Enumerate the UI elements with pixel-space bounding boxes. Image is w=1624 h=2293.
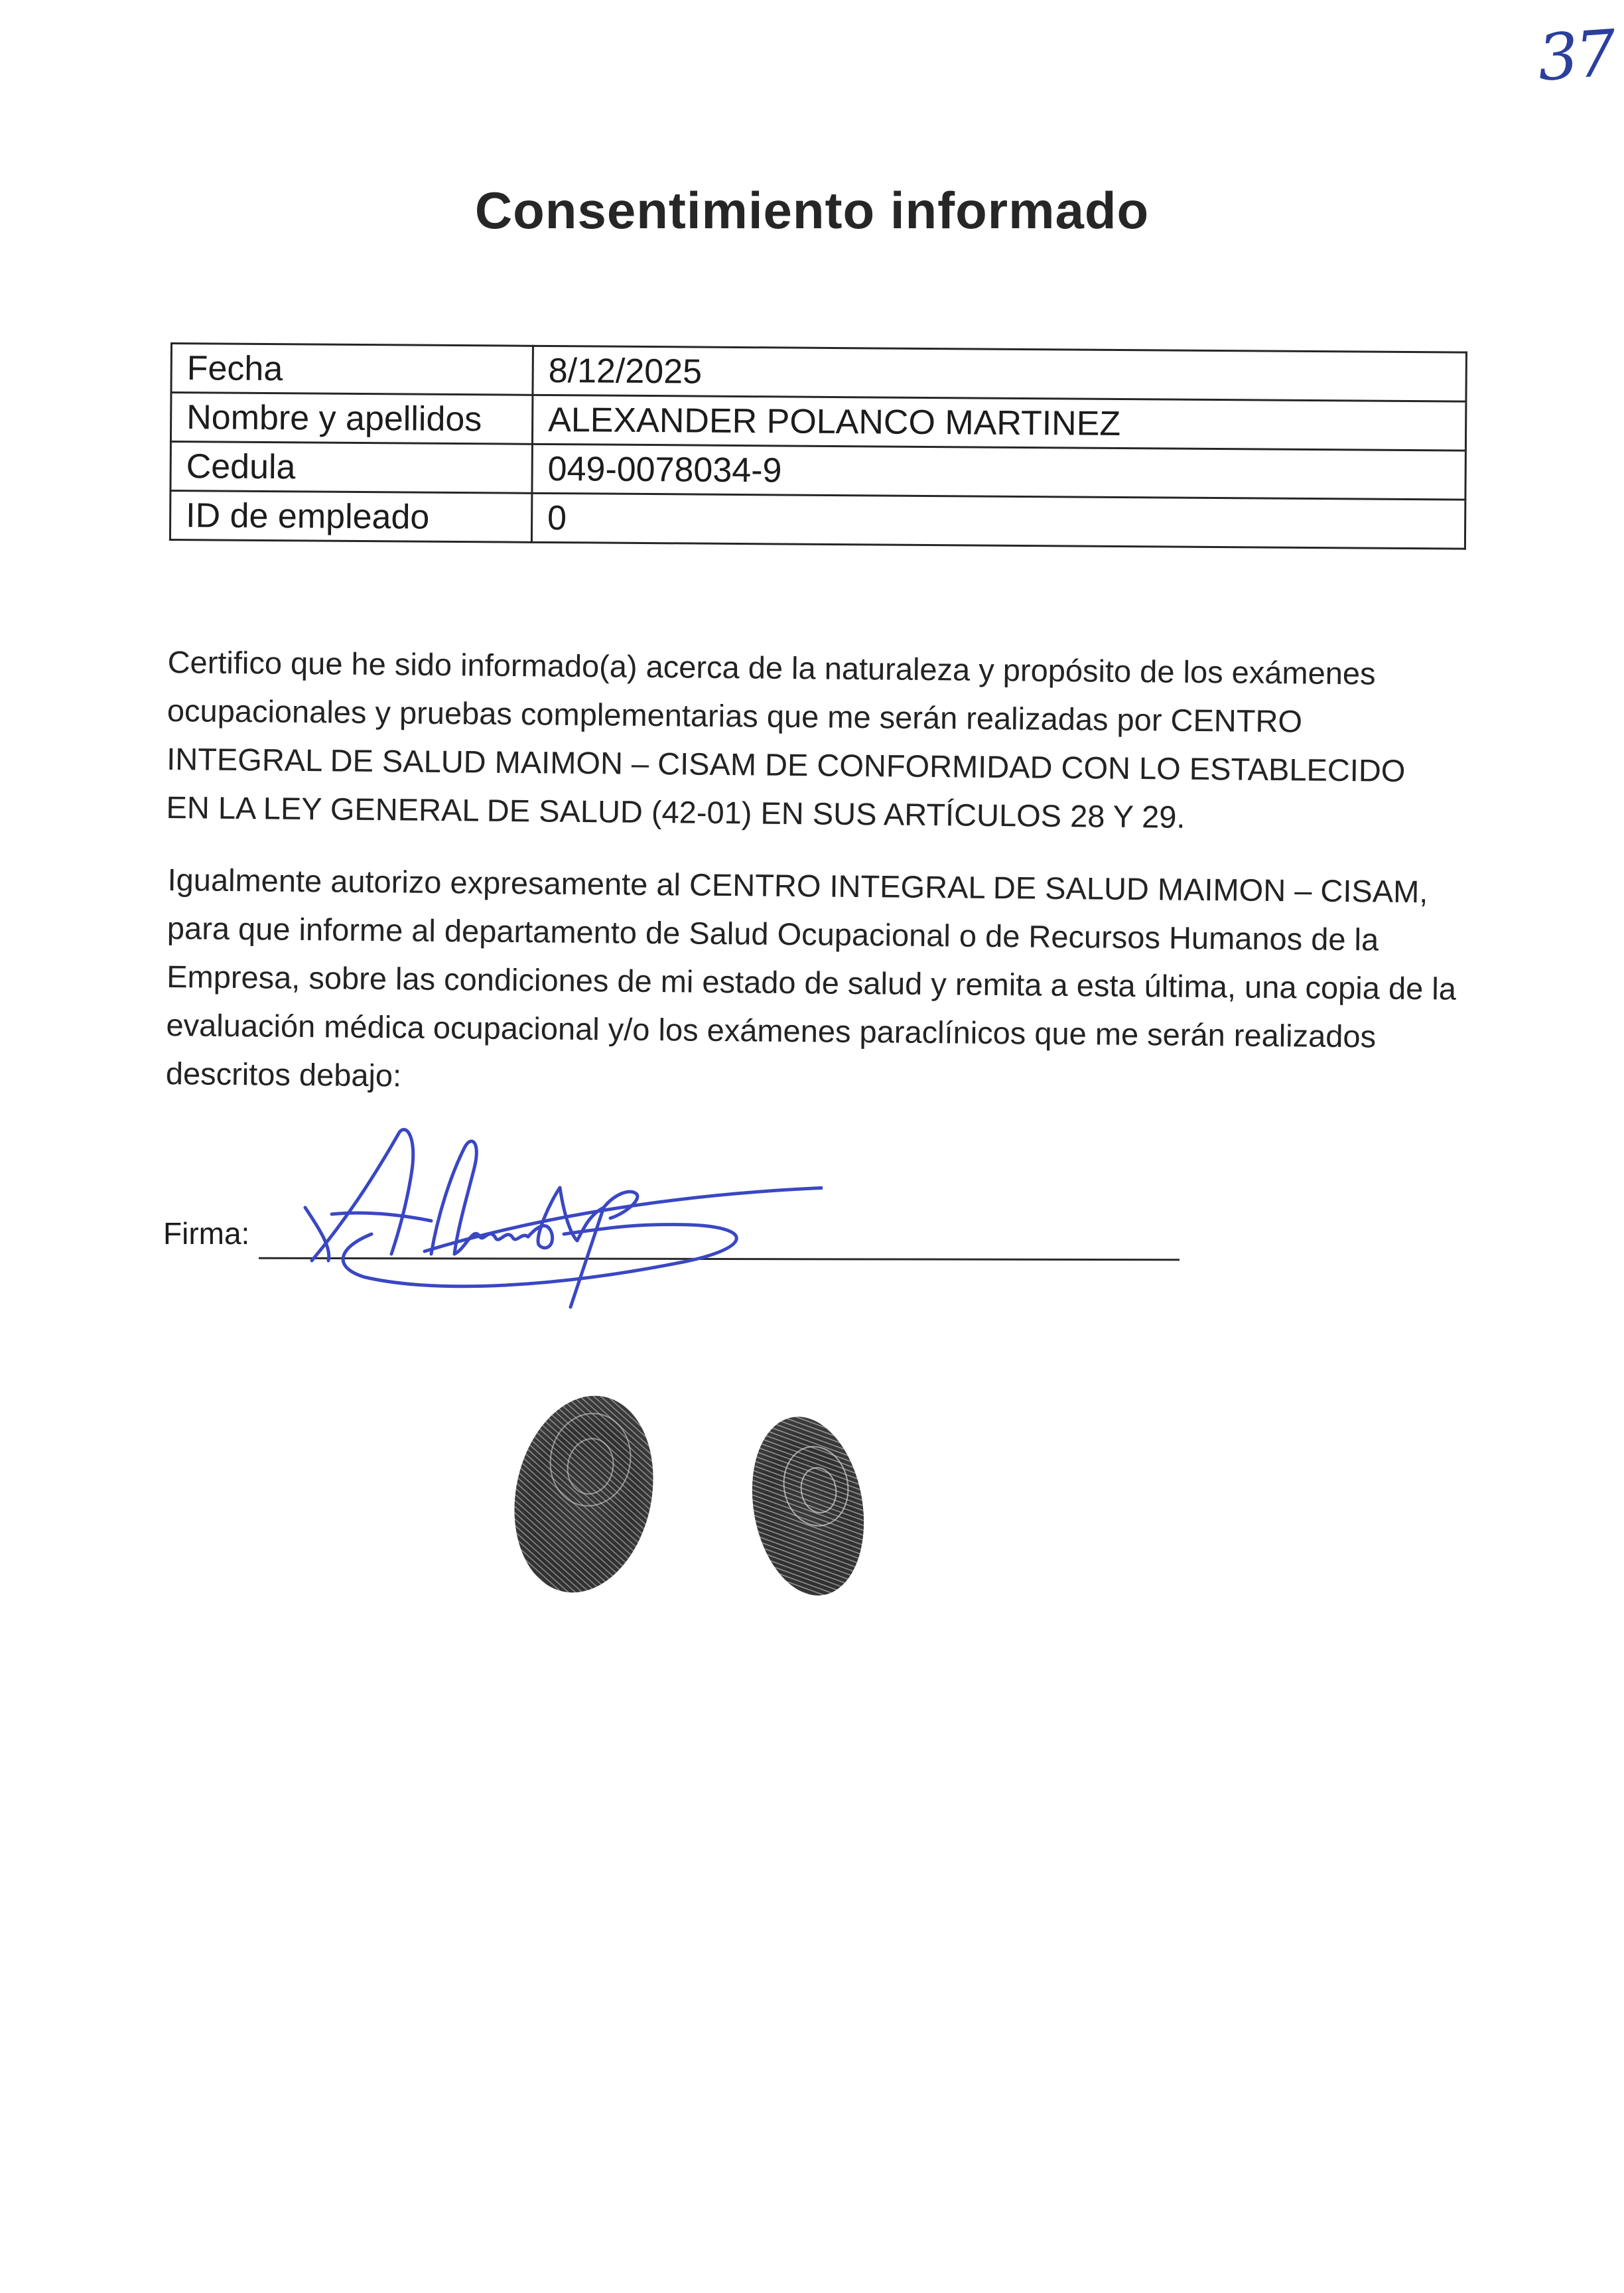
nombre-label: Nombre y apellidos [170,393,533,445]
nombre-value: ALEXANDER POLANCO MARTINEZ [532,395,1465,451]
fecha-value: 8/12/2025 [533,346,1466,401]
fingerprint-icon [497,1383,671,1606]
table-row [170,491,1465,549]
fingerprint-icon [739,1408,878,1604]
employee-id-label: ID de empleado [170,491,532,543]
fecha-label: Fecha [171,344,533,395]
certification-paragraph: Certifico que he sido informado(a) acerca de la naturaleza y propósito de los exámenes ocupacionales y pruebas complementarias que me serán realizadas por CENTRO INTEGRAL DE SALUD MAIMON – CISAM DE CONFORMIDAD CON LO ESTABLECIDO EN LA LEY GENERAL DE SALUD (42-01) EN SUS ARTÍCULOS 28 Y 29. [166,644,1406,835]
table-row [170,393,1465,451]
employee-id-value: 0 [531,493,1465,549]
cedula-label: Cedula [170,442,533,494]
signature-label: Firma: [163,1216,250,1251]
table-row [170,442,1465,500]
info-table [169,342,1467,550]
handwritten-signature [292,1095,823,1320]
fingerprints [491,1373,915,1612]
table-row [171,344,1466,402]
authorization-paragraph: Igualmente autorizo expresamente al CENTRO INTEGRAL DE SALUD MAIMON – CISAM, para que informe al departamento de Salud Ocupacional o de Recursos Humanos de la Empresa, sobre las condiciones de mi estado de salud y remita a esta última, una copia de la evaluación médica ocupacional y/o los exámenes paraclínicos que me serán realizados descritos debajo: [165,861,1457,1093]
cedula-value: 049-0078034-9 [532,444,1465,500]
document-title: Consentimiento informado [474,181,1150,240]
handwritten-page-number: 37 [1535,16,1616,96]
